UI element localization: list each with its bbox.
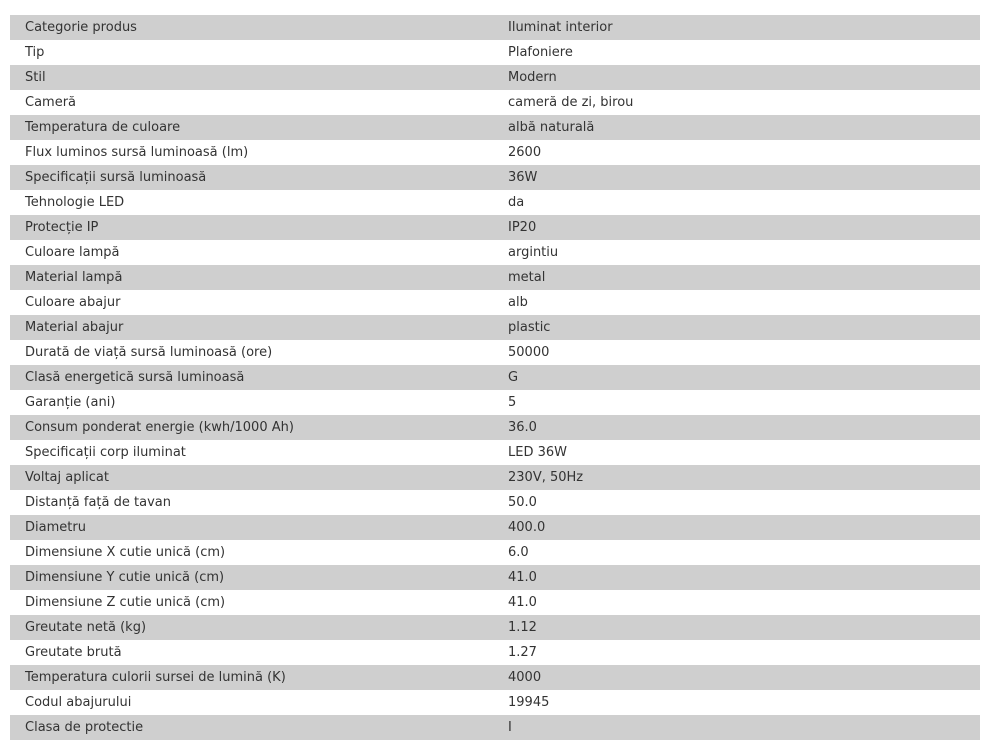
spec-value: LED 36W <box>508 445 567 460</box>
spec-value: Plafoniere <box>508 45 573 60</box>
spec-row <box>10 165 980 190</box>
spec-label: Clasă energetică sursă luminoasă <box>25 370 245 385</box>
spec-row <box>10 265 980 290</box>
spec-label: Culoare lampă <box>25 245 120 260</box>
spec-row <box>10 240 980 265</box>
spec-value: cameră de zi, birou <box>508 95 634 110</box>
spec-row <box>10 465 980 490</box>
spec-row <box>10 415 980 440</box>
spec-table-body <box>10 15 980 740</box>
spec-value: 6.0 <box>508 545 529 560</box>
spec-label: Consum ponderat energie (kwh/1000 Ah) <box>25 420 294 435</box>
spec-value: 41.0 <box>508 595 537 610</box>
spec-label: Culoare abajur <box>25 295 121 310</box>
spec-value: IP20 <box>508 220 537 235</box>
spec-label: Categorie produs <box>25 20 137 35</box>
spec-value: Modern <box>508 70 557 85</box>
spec-row <box>10 440 980 465</box>
spec-row <box>10 40 980 65</box>
spec-row <box>10 540 980 565</box>
spec-label: Distanță față de tavan <box>25 495 171 510</box>
spec-label: Temperatura de culoare <box>25 120 181 135</box>
spec-row <box>10 490 980 515</box>
spec-label: Cameră <box>25 95 77 110</box>
spec-row <box>10 390 980 415</box>
spec-label: Material lampă <box>25 270 123 285</box>
spec-label: Durată de viață sursă luminoasă (ore) <box>25 345 273 360</box>
spec-label: Dimensiune Z cutie unică (cm) <box>25 595 226 610</box>
spec-value: plastic <box>508 320 551 335</box>
spec-value: 36W <box>508 170 538 185</box>
spec-value: 36.0 <box>508 420 537 435</box>
product-specifications-table <box>10 15 980 740</box>
spec-label: Stil <box>25 70 46 85</box>
spec-row <box>10 690 980 715</box>
spec-label: Voltaj aplicat <box>25 470 109 485</box>
spec-row <box>10 640 980 665</box>
spec-label: Diametru <box>25 520 86 535</box>
spec-value: 1.27 <box>508 645 537 660</box>
spec-row <box>10 590 980 615</box>
spec-label: Tip <box>25 45 45 60</box>
spec-value: Iluminat interior <box>508 20 613 35</box>
spec-label: Flux luminos sursă luminoasă (lm) <box>25 145 249 160</box>
spec-row <box>10 565 980 590</box>
spec-label: Dimensiune Y cutie unică (cm) <box>25 570 225 585</box>
spec-value: 4000 <box>508 670 542 685</box>
spec-label: Dimensiune X cutie unică (cm) <box>25 545 226 560</box>
spec-label: Greutate brută <box>25 645 122 660</box>
spec-row <box>10 315 980 340</box>
spec-value: 41.0 <box>508 570 537 585</box>
spec-value: argintiu <box>508 245 559 260</box>
spec-value: 1.12 <box>508 620 537 635</box>
spec-value: 5 <box>508 395 517 410</box>
spec-row <box>10 715 980 740</box>
spec-label: Material abajur <box>25 320 124 335</box>
spec-row <box>10 140 980 165</box>
spec-row <box>10 65 980 90</box>
spec-value: 19945 <box>508 695 550 710</box>
spec-value: I <box>508 720 512 735</box>
spec-row <box>10 15 980 40</box>
spec-value: da <box>508 195 525 210</box>
spec-label: Specificații sursă luminoasă <box>25 170 207 185</box>
spec-label: Codul abajurului <box>25 695 132 710</box>
spec-value: 400.0 <box>508 520 546 535</box>
spec-label: Clasa de protectie <box>25 720 144 735</box>
spec-label: Temperatura culorii sursei de lumină (K) <box>25 670 286 685</box>
spec-row <box>10 340 980 365</box>
spec-row <box>10 515 980 540</box>
spec-value: G <box>508 370 519 385</box>
spec-row <box>10 615 980 640</box>
spec-label: Tehnologie LED <box>25 195 125 210</box>
spec-row <box>10 215 980 240</box>
spec-row <box>10 365 980 390</box>
spec-value: 2600 <box>508 145 542 160</box>
spec-row <box>10 190 980 215</box>
spec-label: Garanție (ani) <box>25 395 116 410</box>
spec-row <box>10 115 980 140</box>
spec-row <box>10 290 980 315</box>
spec-label: Greutate netă (kg) <box>25 620 147 635</box>
spec-value: 50.0 <box>508 495 537 510</box>
spec-value: metal <box>508 270 546 285</box>
spec-value: albă naturală <box>508 120 595 135</box>
spec-row <box>10 665 980 690</box>
spec-label: Specificații corp iluminat <box>25 445 186 460</box>
spec-value: alb <box>508 295 528 310</box>
spec-label: Protecție IP <box>25 220 99 235</box>
spec-value: 230V, 50Hz <box>508 470 584 485</box>
spec-value: 50000 <box>508 345 550 360</box>
spec-row <box>10 90 980 115</box>
